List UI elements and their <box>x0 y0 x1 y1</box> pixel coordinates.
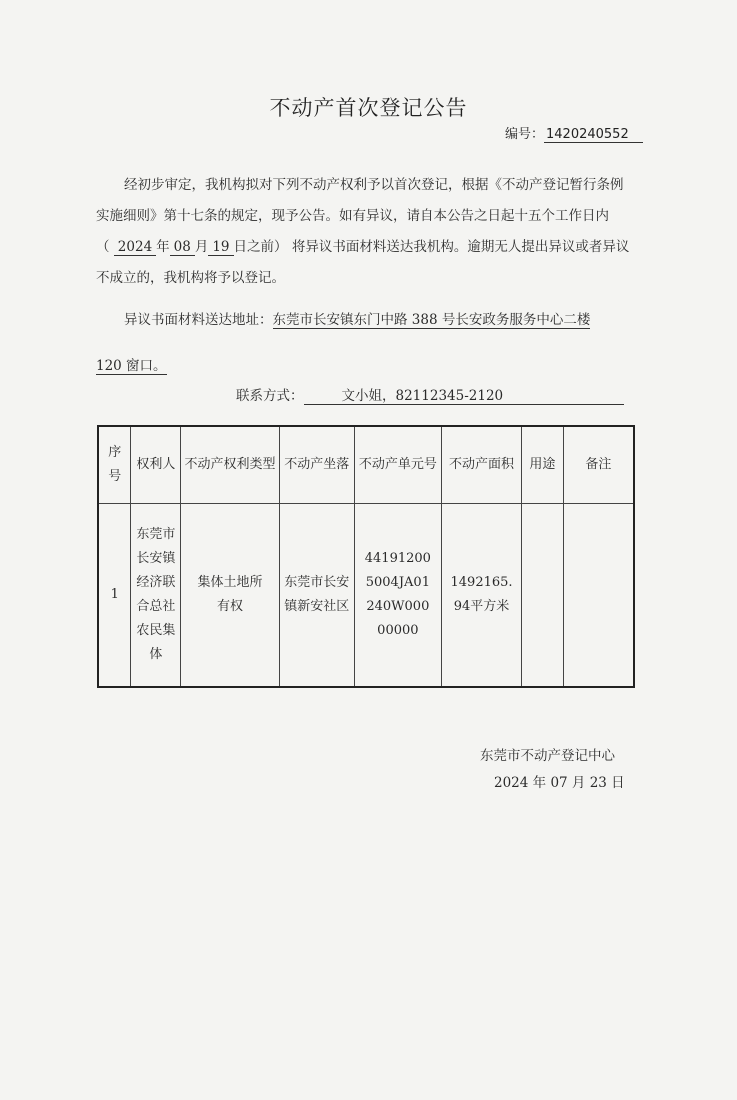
cell-location: 东莞市长安镇新安社区 <box>279 504 354 688</box>
cell-owner: 东莞市长安镇经济联合总社农民集体 <box>131 504 181 688</box>
serial-number <box>505 123 643 142</box>
cell-index: 1 <box>98 504 131 688</box>
table-header-row <box>98 426 634 504</box>
issuer-block <box>480 743 625 797</box>
cell-unit-no: 441912005004JA01240W00000000 <box>354 504 442 688</box>
issue-date: 2024 年 07 月 23 日 <box>494 775 625 791</box>
address-label: 异议书面材料送达地址： <box>124 312 273 328</box>
header-unit-no: 不动产单元号 <box>354 426 442 504</box>
address-line-2 <box>96 343 636 389</box>
contact-info <box>236 384 624 405</box>
issuer-org: 东莞市不动产登记中心 <box>480 748 615 764</box>
page-title: 不动产首次登记公告 <box>269 96 468 120</box>
header-location: 不动产坐落 <box>279 426 354 504</box>
body-text-part2: 将异议书面材料送达我机构。逾期无人提出异议或者异议不成立的，我机构将予以登记。 <box>96 239 630 286</box>
open-paren: （ <box>96 239 110 255</box>
notice-body <box>96 170 636 294</box>
cell-usage <box>521 504 563 688</box>
deadline-day: 19 <box>208 239 233 256</box>
header-index: 序号 <box>98 426 131 504</box>
cell-right-type: 集体土地所有权 <box>181 504 280 688</box>
serial-label: 编号： <box>505 127 545 142</box>
header-usage: 用途 <box>521 426 563 504</box>
cell-area: 1492165.94平方米 <box>442 504 522 688</box>
day-unit: 日之前） <box>233 239 288 255</box>
objection-address <box>96 297 636 389</box>
header-area: 不动产面积 <box>442 426 522 504</box>
month-unit: 月 <box>194 239 209 255</box>
serial-value: 1420240552 <box>544 127 643 143</box>
address-value-line2: 120 窗口。 <box>96 358 167 374</box>
address-line <box>96 297 636 343</box>
table-row <box>98 504 634 688</box>
registration-table <box>97 425 635 688</box>
contact-label: 联系方式： <box>236 388 304 404</box>
deadline-year: 2024 <box>114 239 156 256</box>
body-paragraph <box>96 170 636 294</box>
deadline-line <box>96 239 292 256</box>
cell-remark <box>563 504 634 688</box>
header-right-type: 不动产权利类型 <box>181 426 280 504</box>
contact-value: 文小姐，82112345-2120 <box>304 384 624 405</box>
body-text-part1: 经初步审定，我机构拟对下列不动产权利予以首次登记，根据《不动产登记暂行条例实施细则》第十七条的规定，现予公告。如有异议，请自本公告之日起十五个工作日内 <box>96 177 624 224</box>
header-remark: 备注 <box>563 426 634 504</box>
address-value-line1: 东莞市长安镇东门中路 388 号长安政务服务中心二楼 <box>272 312 591 328</box>
year-unit: 年 <box>156 239 170 255</box>
header-owner: 权利人 <box>131 426 181 504</box>
deadline-month: 08 <box>170 239 195 256</box>
